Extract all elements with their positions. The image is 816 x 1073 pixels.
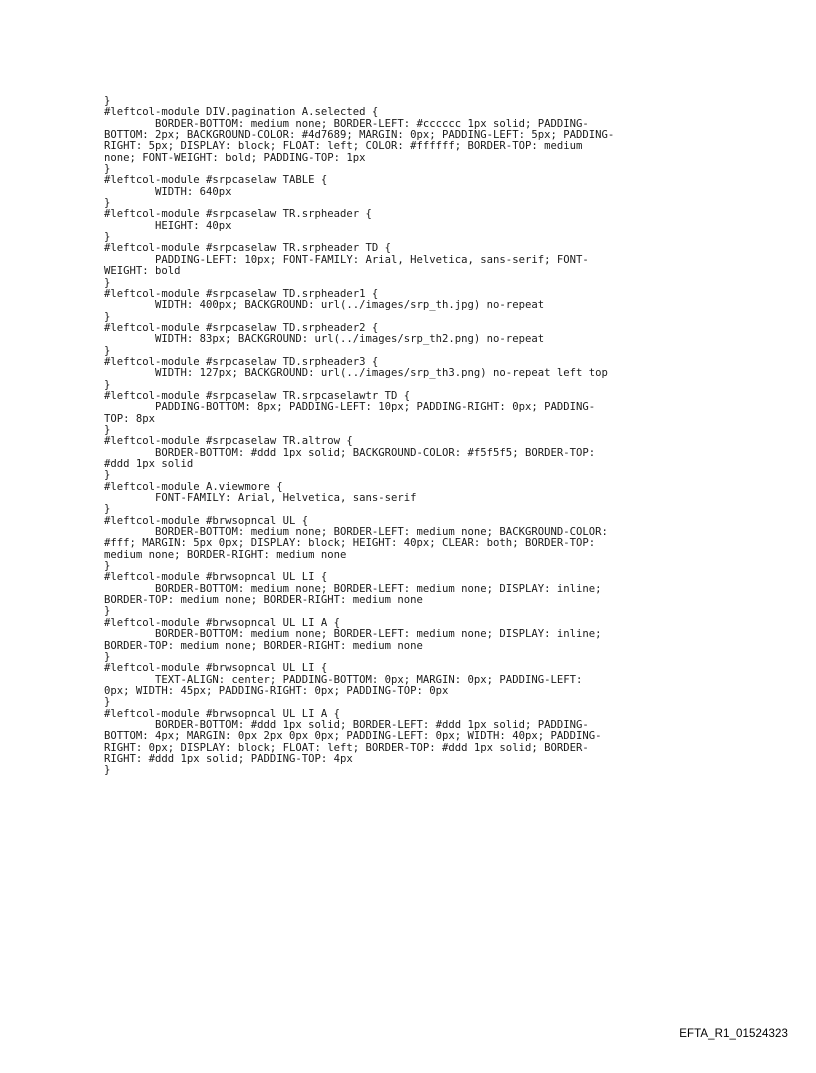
code-line: BOTTOM: 4px; MARGIN: 0px 2px 0px 0px; PADDING-LEFT: 0px; WIDTH: 40px; PADDING- [104,730,602,743]
code-line: #leftcol-module #srpcaselaw TD.srpheader3 { [104,355,379,368]
code-line: } [104,163,111,176]
code-line: #fff; MARGIN: 5px 0px; DISPLAY: block; HEIGHT: 40px; CLEAR: both; BORDER-TOP: [104,537,596,550]
code-line: #leftcol-module #srpcaselaw TD.srpheader2 { [104,321,379,334]
code-line: BORDER-BOTTOM: #ddd 1px solid; BORDER-LEFT: #ddd 1px solid; PADDING- [104,718,589,731]
code-line: #leftcol-module #srpcaselaw TD.srpheader1 { [104,287,379,300]
code-line: #leftcol-module #brwsopncal UL LI A { [104,616,340,629]
code-line: RIGHT: 5px; DISPLAY: block; FLOAT: left; COLOR: #ffffff; BORDER-TOP: medium [104,140,583,153]
code-line: TOP: 8px [104,412,156,425]
code-line: #leftcol-module #srpcaselaw TR.srpheader { [104,208,372,221]
code-line: RIGHT: 0px; DISPLAY: block; FLOAT: left; BORDER-TOP: #ddd 1px solid; BORDER- [104,741,589,754]
code-line: #leftcol-module #srpcaselaw TR.altrow { [104,435,353,448]
code-line: BORDER-BOTTOM: #ddd 1px solid; BACKGROUND-COLOR: #f5f5f5; BORDER-TOP: [104,446,596,459]
code-line: } [104,605,111,618]
code-line: } [104,650,111,663]
code-line: PADDING-LEFT: 10px; FONT-FAMILY: Arial, Helvetica, sans-serif; FONT- [104,253,589,266]
code-line: } [104,344,111,357]
code-line: } [104,560,111,573]
code-line: } [104,276,111,289]
code-line: none; FONT-WEIGHT: bold; PADDING-TOP: 1px [104,151,366,164]
code-line: WEIGHT: bold [104,265,181,278]
code-line: BORDER-BOTTOM: medium none; BORDER-LEFT: #cccccc 1px solid; PADDING- [104,117,589,130]
code-line: } [104,231,111,244]
code-line: } [104,378,111,391]
code-line: BORDER-BOTTOM: medium none; BORDER-LEFT: medium none; DISPLAY: inline; [104,582,602,595]
document-id-label: EFTA_R1_01524323 [679,1028,788,1040]
code-line: WIDTH: 127px; BACKGROUND: url(../images/srp_th3.png) no-repeat left top [104,367,608,380]
code-line: HEIGHT: 40px [104,219,232,232]
code-line: } [104,469,111,482]
code-line: } [104,423,111,436]
code-line: FONT-FAMILY: Arial, Helvetica, sans-serif [104,492,417,505]
code-line: RIGHT: #ddd 1px solid; PADDING-TOP: 4px [104,752,353,765]
code-line: #leftcol-module #srpcaselaw TR.srpheader TD { [104,242,392,255]
code-line: WIDTH: 400px; BACKGROUND: url(../images/srp_th.jpg) no-repeat [104,299,545,312]
code-line: PADDING-BOTTOM: 8px; PADDING-LEFT: 10px; PADDING-RIGHT: 0px; PADDING- [104,401,596,414]
code-line: } [104,197,111,210]
code-line: #leftcol-module #brwsopncal UL { [104,514,309,527]
code-line: #leftcol-module DIV.pagination A.selected { [104,106,379,119]
code-line: #leftcol-module #srpcaselaw TR.srpcaselawtr TD { [104,389,411,402]
code-line: } [104,764,111,777]
code-line: BORDER-TOP: medium none; BORDER-RIGHT: medium none [104,594,423,607]
code-line: WIDTH: 640px [104,185,232,198]
code-line: BORDER-BOTTOM: medium none; BORDER-LEFT: medium none; DISPLAY: inline; [104,628,602,641]
code-line: #leftcol-module A.viewmore { [104,480,283,493]
css-code-block [104,96,784,777]
code-line: #leftcol-module #brwsopncal UL LI A { [104,707,340,720]
code-line: } [104,696,111,709]
code-line: } [104,310,111,323]
code-line: 0px; WIDTH: 45px; PADDING-RIGHT: 0px; PADDING-TOP: 0px [104,684,449,697]
code-line: #leftcol-module #brwsopncal UL LI { [104,571,328,584]
code-line: #leftcol-module #srpcaselaw TABLE { [104,174,328,187]
code-line: TEXT-ALIGN: center; PADDING-BOTTOM: 0px; MARGIN: 0px; PADDING-LEFT: [104,673,583,686]
code-line: WIDTH: 83px; BACKGROUND: url(../images/srp_th2.png) no-repeat [104,333,545,346]
code-line: } [104,95,111,107]
code-line: BORDER-BOTTOM: medium none; BORDER-LEFT: medium none; BACKGROUND-COLOR: [104,526,608,539]
code-line: #leftcol-module #brwsopncal UL LI { [104,662,328,675]
code-line: #ddd 1px solid [104,458,194,470]
code-line: medium none; BORDER-RIGHT: medium none [104,548,347,561]
code-line: } [104,503,111,516]
code-line: BOTTOM: 2px; BACKGROUND-COLOR: #4d7689; MARGIN: 0px; PADDING-LEFT: 5px; PADDING- [104,129,615,142]
code-line: BORDER-TOP: medium none; BORDER-RIGHT: medium none [104,639,423,652]
